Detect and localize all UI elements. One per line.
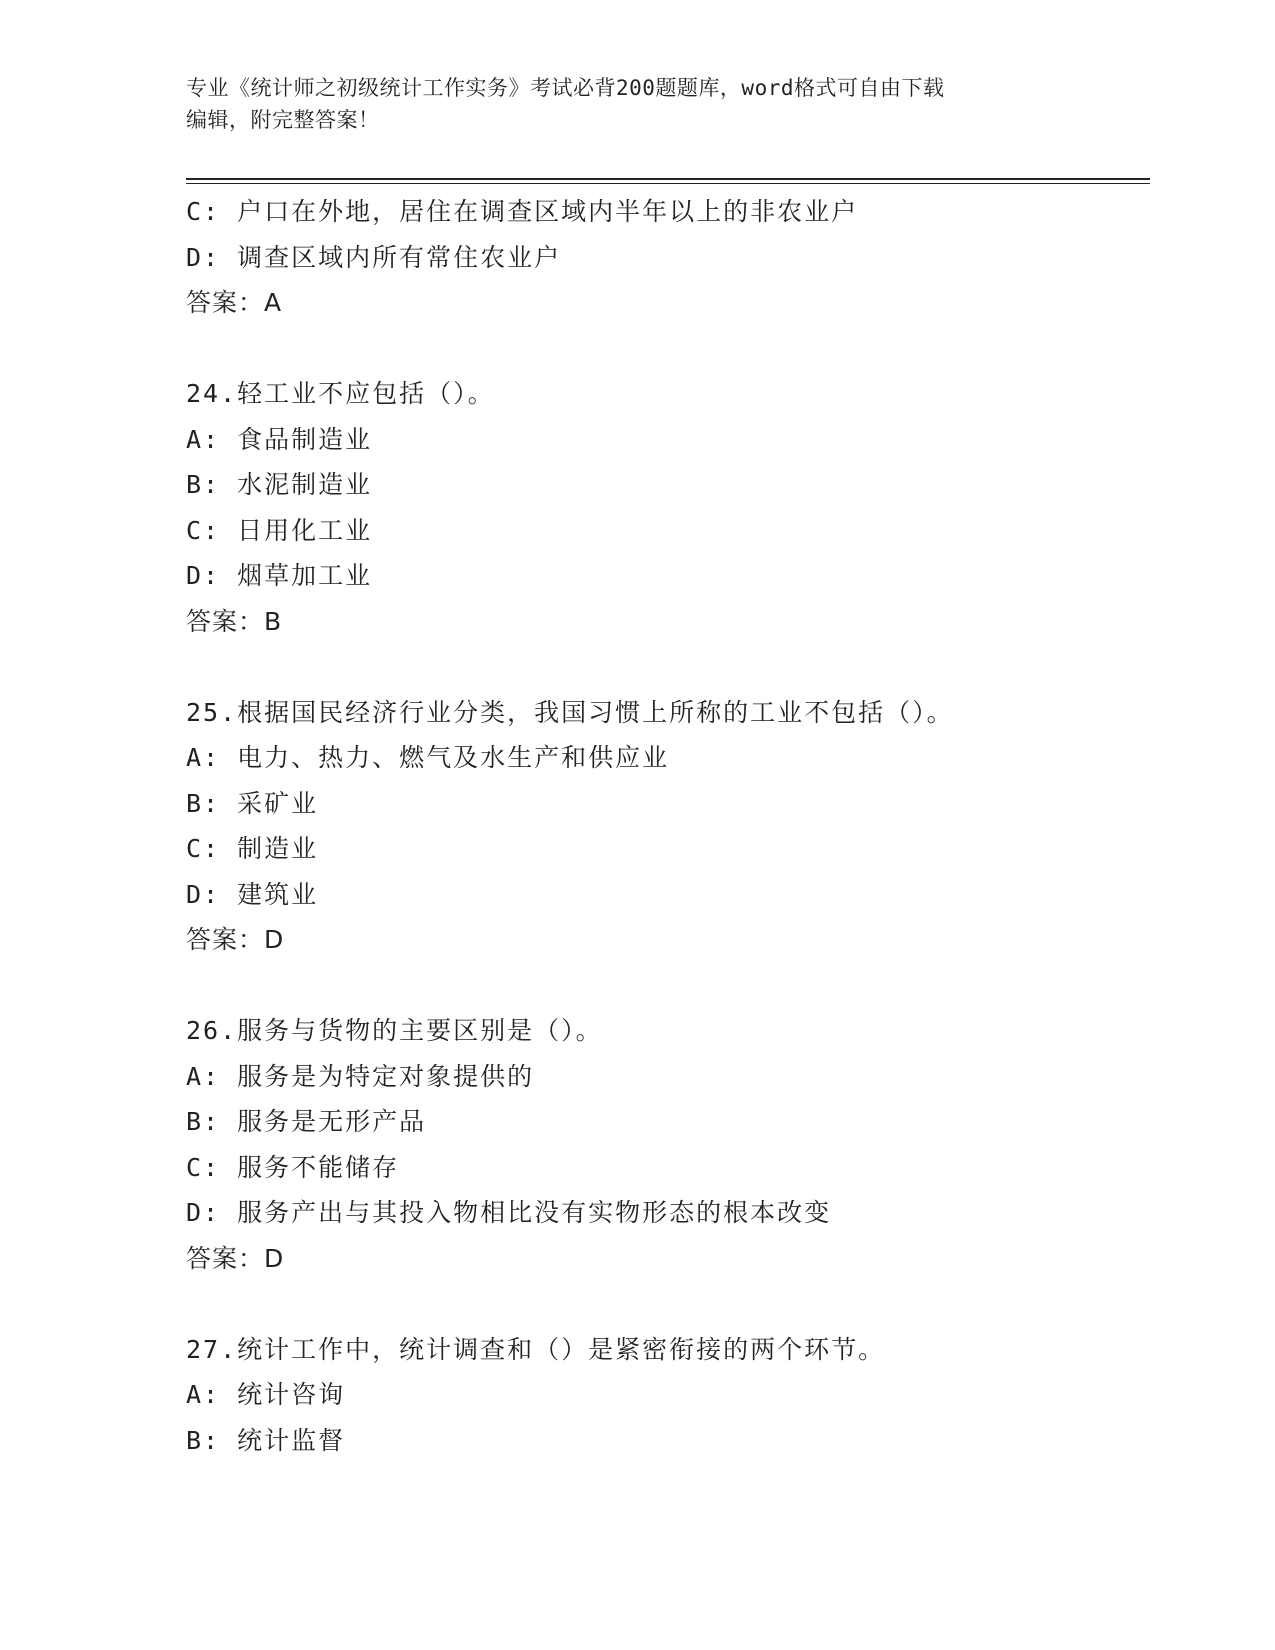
document-header — [186, 72, 1086, 136]
question-list — [186, 189, 1150, 1463]
question-26 — [186, 1008, 1150, 1281]
option-d: D: 调查区域内所有常住农业户 — [186, 242, 562, 272]
spacer — [186, 644, 1150, 690]
option-a: A: 服务是为特定对象提供的 — [186, 1061, 535, 1091]
spacer — [186, 326, 1150, 372]
option-c: C: 户口在外地，居住在调查区域内半年以上的非农业户 — [186, 197, 859, 226]
header-line-1: 专业《统计师之初级统计工作实务》考试必背200题题库，word格式可自由下载 — [186, 76, 945, 100]
header-rule-thick — [186, 178, 1150, 180]
spacer — [186, 1281, 1150, 1327]
option-a: A: 统计咨询 — [186, 1380, 346, 1409]
option-a: A: 食品制造业 — [186, 424, 373, 454]
answer-line: 答案：D — [186, 925, 285, 954]
option-b: B: 服务是无形产品 — [186, 1107, 427, 1136]
header-rule-thin — [186, 183, 1150, 184]
option-c: C: 制造业 — [186, 834, 319, 863]
question-25 — [186, 690, 1150, 963]
option-b: B: 水泥制造业 — [186, 470, 373, 499]
option-a: A: 电力、热力、燃气及水生产和供应业 — [186, 743, 670, 772]
question-stem: 26.服务与货物的主要区别是（）。 — [186, 1016, 603, 1045]
answer-line: 答案：B — [186, 606, 283, 636]
header-line-2: 编辑，附完整答案！ — [186, 108, 380, 132]
option-b: B: 统计监督 — [186, 1425, 346, 1455]
answer-line: 答案：D — [186, 1243, 285, 1273]
carryover-block — [186, 189, 1150, 326]
option-c: C: 服务不能储存 — [186, 1152, 400, 1182]
answer-line: 答案：A — [186, 288, 283, 317]
question-24 — [186, 371, 1150, 644]
question-27 — [186, 1327, 1150, 1464]
option-d: D: 服务产出与其投入物相比没有实物形态的根本改变 — [186, 1198, 832, 1227]
spacer — [186, 963, 1150, 1009]
option-d: D: 烟草加工业 — [186, 561, 373, 590]
option-b: B: 采矿业 — [186, 788, 319, 818]
question-stem: 24.轻工业不应包括（）。 — [186, 379, 495, 408]
option-d: D: 建筑业 — [186, 879, 319, 909]
question-stem: 25.根据国民经济行业分类，我国习惯上所称的工业不包括（）。 — [186, 697, 954, 727]
option-c: C: 日用化工业 — [186, 515, 373, 545]
question-stem: 27.统计工作中，统计调查和（）是紧密衔接的两个环节。 — [186, 1334, 886, 1364]
